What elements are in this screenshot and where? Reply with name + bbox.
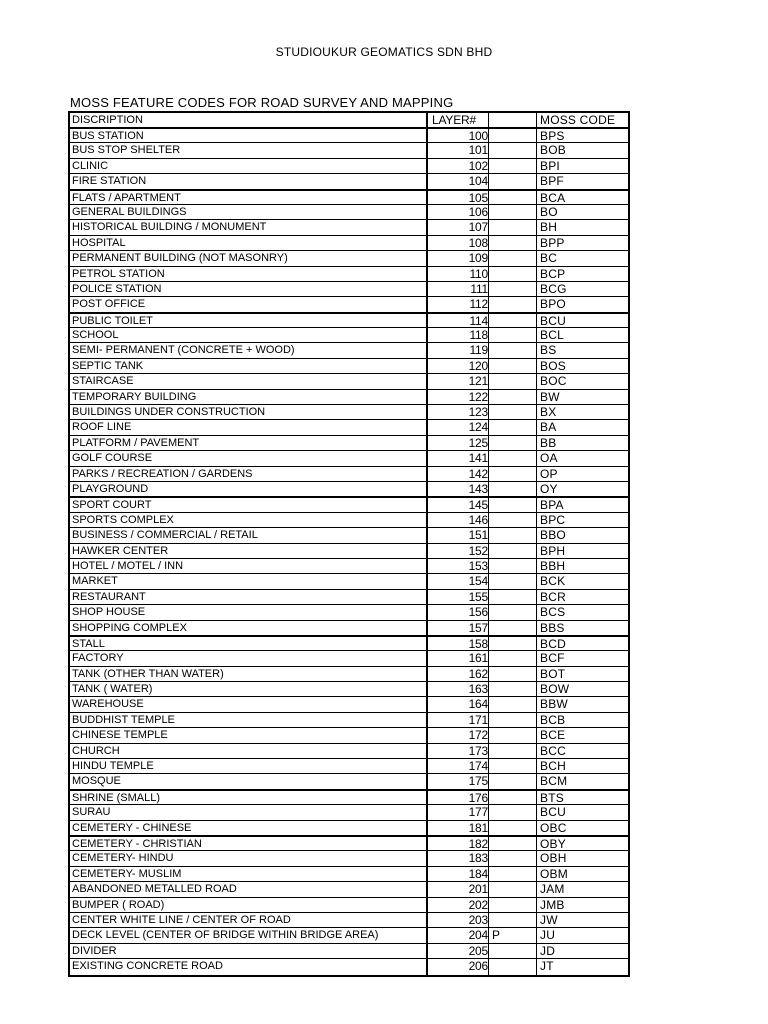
row-moss-code: BB [540, 435, 557, 450]
row-moss-code: BPO [540, 297, 566, 312]
row-description: FIRE STATION [72, 175, 147, 188]
row-description: BUILDINGS UNDER CONSTRUCTION [72, 406, 266, 419]
row-description: SPORT COURT [72, 499, 152, 512]
row-moss-code: OBH [540, 851, 567, 866]
row-layer-number: 161 [468, 651, 488, 666]
table-row [70, 881, 628, 896]
row-layer-number: 172 [468, 728, 488, 743]
row-layer-number: 146 [468, 512, 488, 527]
row-layer-number: 104 [468, 174, 488, 189]
table-row [70, 389, 628, 404]
table-row [70, 943, 628, 958]
table-row [70, 789, 628, 804]
row-description: BUS STOP SHELTER [72, 144, 181, 157]
table-row [70, 527, 628, 542]
row-moss-code: BCB [540, 712, 566, 727]
row-layer-number: 156 [468, 605, 488, 620]
row-moss-code: BPF [540, 174, 564, 189]
table-row [70, 235, 628, 250]
row-description: EXISTING CONCRETE ROAD [72, 960, 223, 973]
row-layer-number: 158 [468, 636, 488, 651]
row-layer-number: 206 [468, 959, 488, 974]
row-description: BUSINESS / COMMERCIAL / RETAIL [72, 529, 258, 542]
row-description: PARKS / RECREATION / GARDENS [72, 467, 253, 480]
row-moss-code: BCF [540, 651, 565, 666]
row-moss-code: BCM [540, 774, 568, 789]
table-row [70, 266, 628, 281]
row-description: TANK ( WATER) [72, 683, 153, 696]
table-row [70, 281, 628, 296]
row-moss-code: BPA [540, 498, 564, 513]
row-extra: P [492, 928, 501, 943]
row-layer-number: 176 [468, 790, 488, 805]
row-moss-code: BOT [540, 666, 566, 681]
row-layer-number: 174 [468, 759, 488, 774]
row-description: STAIRCASE [72, 375, 134, 388]
table-row [70, 666, 628, 681]
column-header-description: DISCRIPTION [72, 114, 143, 126]
table-row [70, 342, 628, 357]
table-row [70, 866, 628, 881]
row-description: PLATFORM / PAVEMENT [72, 436, 200, 449]
table-row [70, 820, 628, 835]
row-layer-number: 123 [468, 405, 488, 420]
row-moss-code: BA [540, 420, 557, 435]
row-layer-number: 157 [468, 620, 488, 635]
row-moss-code: BCE [540, 728, 566, 743]
row-moss-code: OP [540, 466, 558, 481]
row-description: WAREHOUSE [72, 698, 144, 711]
row-layer-number: 118 [469, 328, 488, 343]
row-description: CHINESE TEMPLE [72, 729, 168, 742]
row-moss-code: BCS [540, 605, 566, 620]
row-moss-code: BPP [540, 235, 565, 250]
table-row [70, 142, 628, 157]
row-layer-number: 184 [468, 866, 488, 881]
row-moss-code: OBM [540, 866, 568, 881]
table-row [70, 696, 628, 711]
row-layer-number: 182 [468, 836, 488, 851]
row-description: MARKET [72, 575, 118, 588]
row-layer-number: 154 [468, 574, 488, 589]
row-moss-code: JD [540, 943, 556, 958]
row-moss-code: BBW [540, 697, 568, 712]
table-row [70, 850, 628, 865]
table-row [70, 296, 628, 311]
row-moss-code: JW [540, 912, 558, 927]
row-description: HAWKER CENTER [72, 544, 169, 557]
row-description: HOTEL / MOTEL / INN [72, 559, 184, 572]
row-description: TANK (OTHER THAN WATER) [72, 667, 224, 680]
row-description: PLAYGROUND [72, 482, 149, 495]
row-description: DECK LEVEL (CENTER OF BRIDGE WITHIN BRIDGE AREA) [72, 929, 379, 942]
row-description: HINDU TEMPLE [72, 760, 154, 773]
row-layer-number: 102 [468, 158, 488, 173]
table-row [70, 589, 628, 604]
table-row [70, 758, 628, 773]
table-row [70, 189, 628, 204]
row-description: SPORTS COMPLEX [72, 513, 174, 526]
row-layer-number: 111 [470, 281, 488, 296]
row-description: CHURCH [72, 744, 120, 757]
row-layer-number: 107 [468, 220, 488, 235]
row-moss-code: BCC [540, 743, 566, 758]
table-row [70, 543, 628, 558]
table-row [70, 558, 628, 573]
row-description: RESTAURANT [72, 590, 146, 603]
row-moss-code: JMB [540, 897, 565, 912]
row-layer-number: 105 [468, 190, 488, 205]
row-moss-code: BOS [540, 358, 566, 373]
row-layer-number: 205 [468, 943, 488, 958]
row-description: TEMPORARY BUILDING [72, 390, 197, 403]
row-description: CEMETERY- HINDU [72, 852, 174, 865]
table-row [70, 327, 628, 342]
row-moss-code: BX [540, 405, 557, 420]
row-description: POST OFFICE [72, 298, 146, 311]
row-moss-code: BCU [540, 313, 566, 328]
row-layer-number: 201 [468, 882, 488, 897]
row-layer-number: 143 [468, 481, 488, 496]
table-row [70, 450, 628, 465]
table-header-row [70, 111, 628, 127]
row-layer-number: 204 [468, 928, 488, 943]
row-description: CEMETERY - CHINESE [72, 821, 192, 834]
table-row [70, 650, 628, 665]
row-moss-code: BOB [540, 143, 566, 158]
row-moss-code: BCD [540, 636, 566, 651]
row-moss-code: BCK [540, 574, 566, 589]
row-description: GOLF COURSE [72, 452, 153, 465]
row-layer-number: 177 [468, 805, 488, 820]
table-row [70, 435, 628, 450]
row-description: SURAU [72, 806, 111, 819]
row-layer-number: 125 [468, 435, 488, 450]
row-layer-number: 110 [469, 266, 488, 281]
row-moss-code: BCR [540, 589, 566, 604]
row-moss-code: BPH [540, 543, 566, 558]
row-description: ABANDONED METALLED ROAD [72, 883, 237, 896]
row-moss-code: BCL [540, 328, 564, 343]
table-row [70, 466, 628, 481]
table-row [70, 158, 628, 173]
row-moss-code: JAM [540, 882, 565, 897]
row-description: SHRINE (SMALL) [72, 791, 161, 804]
row-layer-number: 171 [468, 712, 488, 727]
row-moss-code: BOC [540, 374, 567, 389]
row-description: SCHOOL [72, 329, 119, 342]
table-row [70, 897, 628, 912]
row-moss-code: BPI [540, 158, 560, 173]
column-header-layer: LAYER# [432, 113, 476, 127]
row-moss-code: OBY [540, 836, 566, 851]
row-description: SHOP HOUSE [72, 606, 146, 619]
row-description: PETROL STATION [72, 267, 165, 280]
row-layer-number: 108 [468, 235, 488, 250]
row-moss-code: BOW [540, 682, 570, 697]
row-description: ROOF LINE [72, 421, 132, 434]
table-row [70, 204, 628, 219]
row-description: HOSPITAL [72, 236, 126, 249]
row-moss-code: BCU [540, 805, 566, 820]
row-description: BUDDHIST TEMPLE [72, 713, 175, 726]
table-row [70, 743, 628, 758]
row-moss-code: BCG [540, 281, 567, 296]
row-layer-number: 142 [468, 466, 488, 481]
table-body [70, 127, 628, 973]
document-title: MOSS FEATURE CODES FOR ROAD SURVEY AND MAPPING [70, 95, 454, 110]
row-moss-code: BC [540, 251, 558, 266]
row-layer-number: 162 [468, 666, 488, 681]
row-moss-code: BPS [540, 129, 565, 143]
row-moss-code: OA [540, 451, 558, 466]
row-moss-code: JT [540, 959, 554, 974]
row-description: CLINIC [72, 159, 109, 172]
table-row [70, 404, 628, 419]
row-layer-number: 141 [468, 451, 488, 466]
row-layer-number: 202 [468, 897, 488, 912]
table-row [70, 604, 628, 619]
row-moss-code: JU [540, 928, 556, 943]
row-moss-code: BCH [540, 759, 566, 774]
table-row [70, 620, 628, 635]
row-description: DIVIDER [72, 944, 117, 957]
row-layer-number: 100 [468, 129, 488, 143]
table-row [70, 219, 628, 234]
row-layer-number: 151 [468, 528, 488, 543]
row-layer-number: 183 [468, 851, 488, 866]
table-row [70, 681, 628, 696]
row-layer-number: 122 [468, 389, 488, 404]
row-description: FLATS / APARTMENT [72, 191, 181, 204]
row-moss-code: BBH [540, 558, 566, 573]
row-layer-number: 152 [468, 543, 488, 558]
row-description: BUMPER ( ROAD) [72, 898, 165, 911]
column-header-moss-code: MOSS CODE [540, 113, 616, 127]
row-layer-number: 112 [469, 297, 488, 312]
company-name: STUDIOUKUR GEOMATICS SDN BHD [275, 45, 493, 59]
row-layer-number: 114 [469, 313, 488, 328]
table-row [70, 804, 628, 819]
row-moss-code: BBO [540, 528, 566, 543]
table-row [70, 373, 628, 388]
row-layer-number: 175 [468, 774, 488, 789]
row-moss-code: BH [540, 220, 558, 235]
row-description: MOSQUE [72, 775, 121, 788]
table-row [70, 912, 628, 927]
row-layer-number: 119 [469, 343, 488, 358]
row-moss-code: BS [540, 343, 557, 358]
row-layer-number: 163 [468, 682, 488, 697]
row-description: SHOPPING COMPLEX [72, 621, 187, 634]
row-layer-number: 145 [468, 498, 488, 513]
row-description: BUS STATION [72, 130, 144, 142]
row-layer-number: 203 [468, 912, 488, 927]
row-description: STALL [72, 637, 105, 650]
table-row [70, 773, 628, 788]
row-description: PUBLIC TOILET [72, 314, 153, 327]
table-row [70, 481, 628, 496]
row-description: SEMI- PERMANENT (CONCRETE + WOOD) [72, 344, 295, 357]
table-row [70, 127, 628, 142]
row-description: POLICE STATION [72, 282, 162, 295]
table-row [70, 512, 628, 527]
row-layer-number: 124 [468, 420, 488, 435]
row-description: CEMETERY - CHRISTIAN [72, 837, 202, 850]
row-description: GENERAL BUILDINGS [72, 205, 187, 218]
table-row [70, 496, 628, 511]
table-row [70, 712, 628, 727]
row-moss-code: BBS [540, 620, 565, 635]
row-moss-code: BPC [540, 512, 566, 527]
row-layer-number: 121 [468, 374, 488, 389]
row-moss-code: BCP [540, 266, 566, 281]
row-moss-code: OY [540, 481, 558, 496]
table-row [70, 927, 628, 942]
row-description: HISTORICAL BUILDING / MONUMENT [72, 221, 267, 234]
row-layer-number: 153 [468, 558, 488, 573]
table-row [70, 312, 628, 327]
row-description: FACTORY [72, 652, 124, 665]
row-moss-code: BCA [540, 190, 566, 205]
table-row [70, 358, 628, 373]
row-moss-code: BW [540, 389, 560, 404]
row-description: CEMETERY- MUSLIM [72, 867, 182, 880]
table-row [70, 419, 628, 434]
feature-codes-table [68, 111, 630, 977]
table-row [70, 250, 628, 265]
table-row [70, 573, 628, 588]
table-row [70, 173, 628, 188]
row-moss-code: OBC [540, 820, 567, 835]
row-moss-code: BO [540, 204, 558, 219]
row-layer-number: 109 [468, 251, 488, 266]
table-row [70, 727, 628, 742]
table-row [70, 958, 628, 973]
row-layer-number: 106 [468, 204, 488, 219]
row-layer-number: 164 [468, 697, 488, 712]
table-row [70, 835, 628, 850]
row-layer-number: 181 [468, 820, 488, 835]
row-description: SEPTIC TANK [72, 359, 144, 372]
row-layer-number: 173 [468, 743, 488, 758]
row-layer-number: 101 [468, 143, 488, 158]
row-moss-code: BTS [540, 790, 564, 805]
row-description: PERMANENT BUILDING (NOT MASONRY) [72, 252, 288, 265]
row-layer-number: 120 [468, 358, 488, 373]
table-row [70, 635, 628, 650]
row-description: CENTER WHITE LINE / CENTER OF ROAD [72, 913, 291, 926]
row-layer-number: 155 [468, 589, 488, 604]
